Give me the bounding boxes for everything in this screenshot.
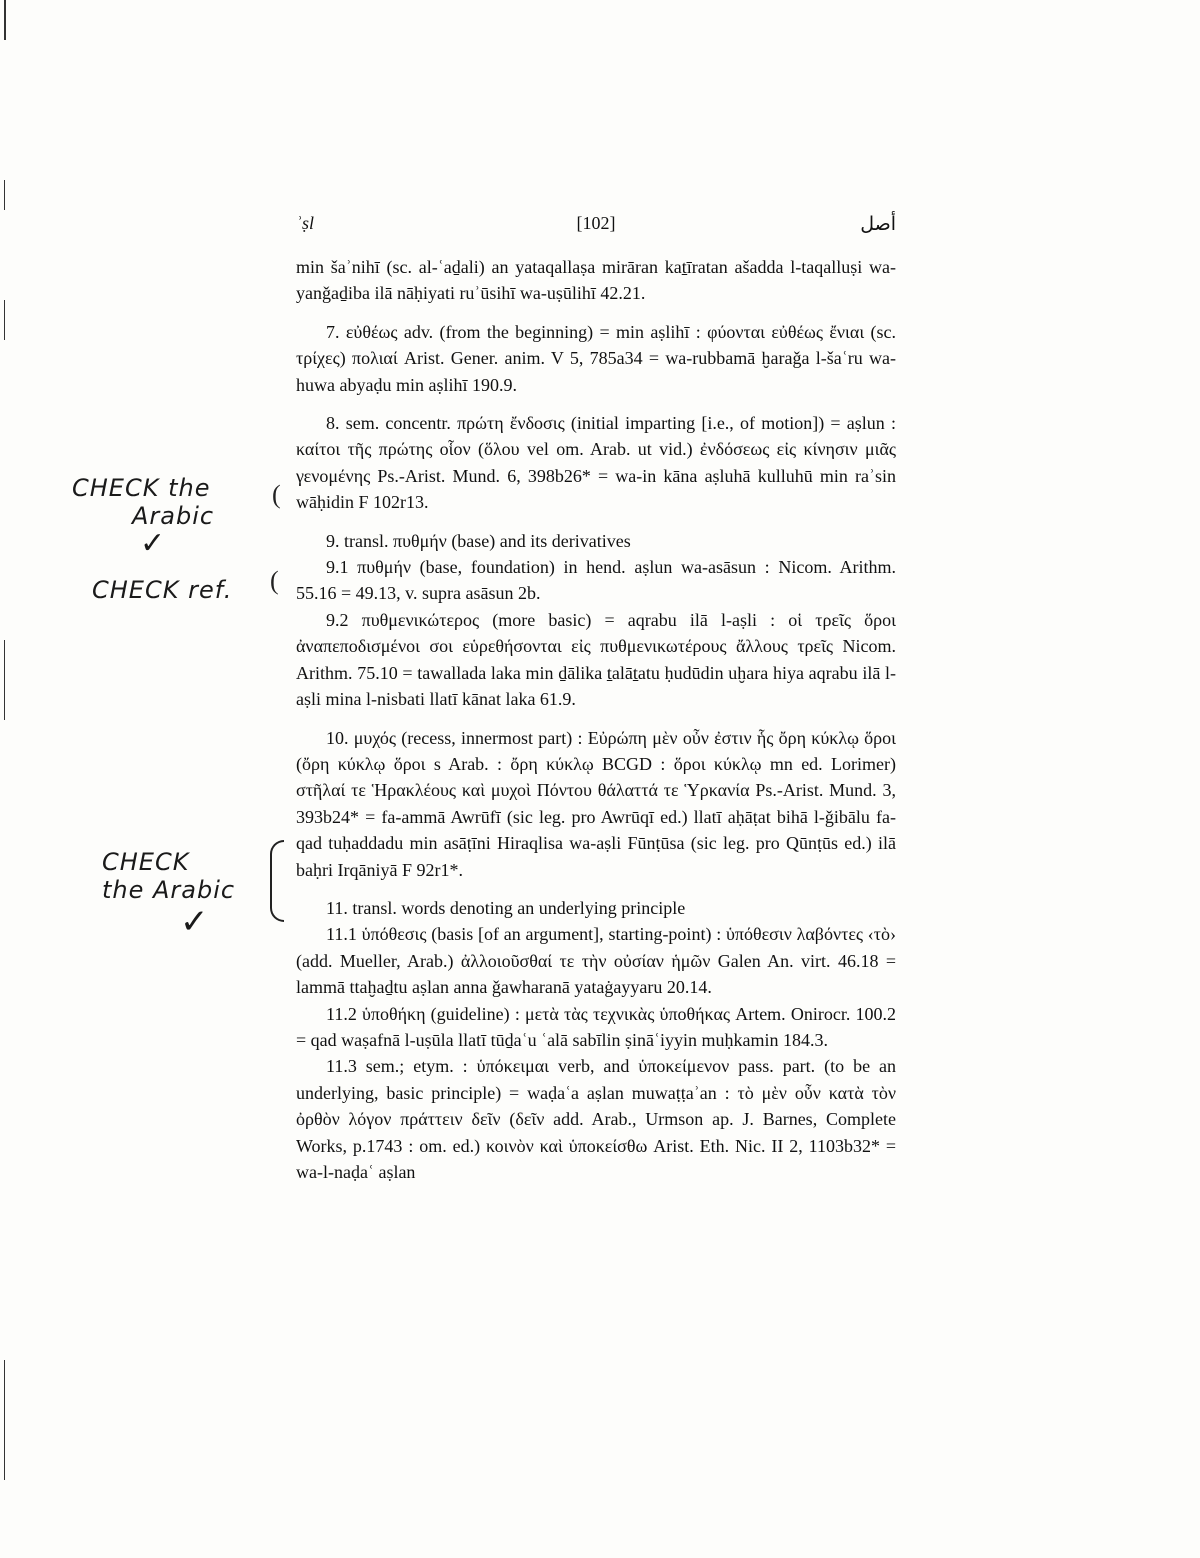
margin-bracket: ( — [270, 566, 279, 595]
entry-11-1: 11.1 ὑπόθεσις (basis [of an argument], starting-point) : ὑπόθεσιν λαβόντες ‹τὸ› (add. Mueller, Arab.) ἀλλοιοῦσθαί τε τὴν οὐσίαν ἡμῶν Galen An. virt. 46.18 = lammā ttaḫaḏtu aṣlan anna ǧawharanā yataġayyaru 20.14. — [296, 924, 896, 998]
margin-note-check-arabic-2: CHECK the Arabic — [102, 848, 236, 904]
scan-edge-line — [4, 180, 5, 210]
header-root: ʾṣl — [296, 213, 314, 233]
scan-edge-line — [4, 640, 5, 720]
header-arabic-root: أصل — [860, 213, 896, 235]
entry-11-heading: 11. transl. words denoting an underlying principle — [326, 897, 686, 918]
margin-note-check-ref: CHECK ref. — [92, 576, 233, 604]
entry-9-2: 9.2 πυθμενικώτερος (more basic) = aqrabu ilā l-aṣli : οἱ τρεῖς ὅροι ἀναπεποδισμένοι σοι εὑρεθήσονται εἰς πυθμενικωτέρους ἄλλους τρεῖς Nicom. Arithm. 75.10 = tawallada laka min ḏālika ṯalāṯatu ḥudūdin uḫara hiya aqrabu ilā l-aṣli mina l-nisbati llatī kānat laka 61.9. — [296, 609, 896, 710]
page-number: [102] — [576, 213, 616, 233]
page-header — [296, 213, 896, 243]
entry-body — [296, 254, 896, 1185]
entry-8: 8. sem. concentr. πρώτη ἔνδοσις (initial imparting [i.e., of motion]) = aṣlun : καίτοι τῆς πρώτης οἷον (ὅλου vel om. Arab. ut vid.) ἐνδόσεως εἰς κίνησιν μιᾶς γενομένης Ps.-Arist. Mund. 6, 398b26* = wa-in kāna aṣluhā kulluhū min raʾsin wāḥidin F 102r13. — [296, 413, 896, 513]
entry-9-1: 9.1 πυθμήν (base, foundation) in hend. aṣlun wa-asāsun : Nicom. Arithm. 55.16 = 49.13, v. supra asāsun 2b. — [296, 557, 896, 604]
margin-brace — [270, 840, 284, 922]
entry-9-heading: 9. transl. πυθμήν (base) and its derivatives — [326, 530, 631, 551]
entry-11-3: 11.3 sem.; etym. : ὑπόκειμαι verb, and ὑποκείμενον pass. part. (to be an underlying, basic principle) = waḍaʿa aṣlan muwaṭṭaʾan : τὸ μὲν οὖν κατὰ τὸν ὀρθὸν λόγον πράττειν δεῖν (δεῖν add. Arab., Urmson ap. J. Barnes, Complete Works, p.1743 : om. ed.) κοινὸν καὶ ὑποκείσθω Arist. Eth. Nic. II 2, 1103b32* = wa-l-naḍaʿ aṣlan — [296, 1056, 896, 1182]
paragraph-continuation: min šaʾnihī (sc. al-ʿaḏali) an yataqallaṣa mirāran kaṯīratan ašadda l-taqalluṣi wa-yanǧaḏiba ilā nāḥiyati ruʾūsihī wa-uṣūlihī 42.21. — [296, 257, 896, 304]
scan-edge-line — [4, 0, 6, 40]
entry-10: 10. μυχός (recess, innermost part) : Εὐρώπη μὲν οὖν ἐστιν ἧς ὄρη κύκλῳ ὅροι (ὄρη κύκλῳ ὅροι s Arab. : ὄρη κύκλῳ BCGD : ὅροι κύκλῳ mn ed. Lorimer) στῆλαί τε Ἡρακλέους καὶ μυχοὶ Πόντου θάλαττά τε Ὑρκανία Ps.-Arist. Mund. 3, 393b24* = fa-ammā Awrūfī (sic leg. pro Awrūqī ed.) llatī aḥāṭat bihā l-ǧibālu fa-qad tuḥaddadu min asāṭīni Hiraqlisa wa-aṣli Fūnṭūsa (sic leg. pro Qūnṭūs ed.) ilā baḥri Irqāniyā F 92r1*. — [296, 727, 896, 880]
check-mark-icon: ✓ — [140, 526, 167, 561]
entry-7: 7. εὐθέως adv. (from the beginning) = min aṣlihī : φύονται εὐθέως ἔνιαι (sc. τρίχες) πολιαί Arist. Gener. anim. V 5, 785a34 = wa-rubbamā ḫaraǧa l-šaʿru wa-huwa abyaḍu min aṣlihī 190.9. — [296, 321, 896, 395]
check-mark-icon: ✓ — [180, 902, 210, 942]
scan-edge-line — [4, 1360, 5, 1480]
entry-11-2: 11.2 ὑποθήκη (guideline) : μετὰ τὰς τεχνικὰς ὑποθήκας Artem. Onirocr. 100.2 = qad waṣafnā l-uṣūla llatī tūḏaʿu ʿalā sabīlin ṣināʿiyyin muḥkamin 184.3. — [296, 1003, 896, 1050]
margin-bracket: ( — [272, 480, 281, 509]
scan-edge-line — [4, 300, 5, 340]
margin-note-check-arabic: CHECK the Arabic — [72, 474, 215, 530]
